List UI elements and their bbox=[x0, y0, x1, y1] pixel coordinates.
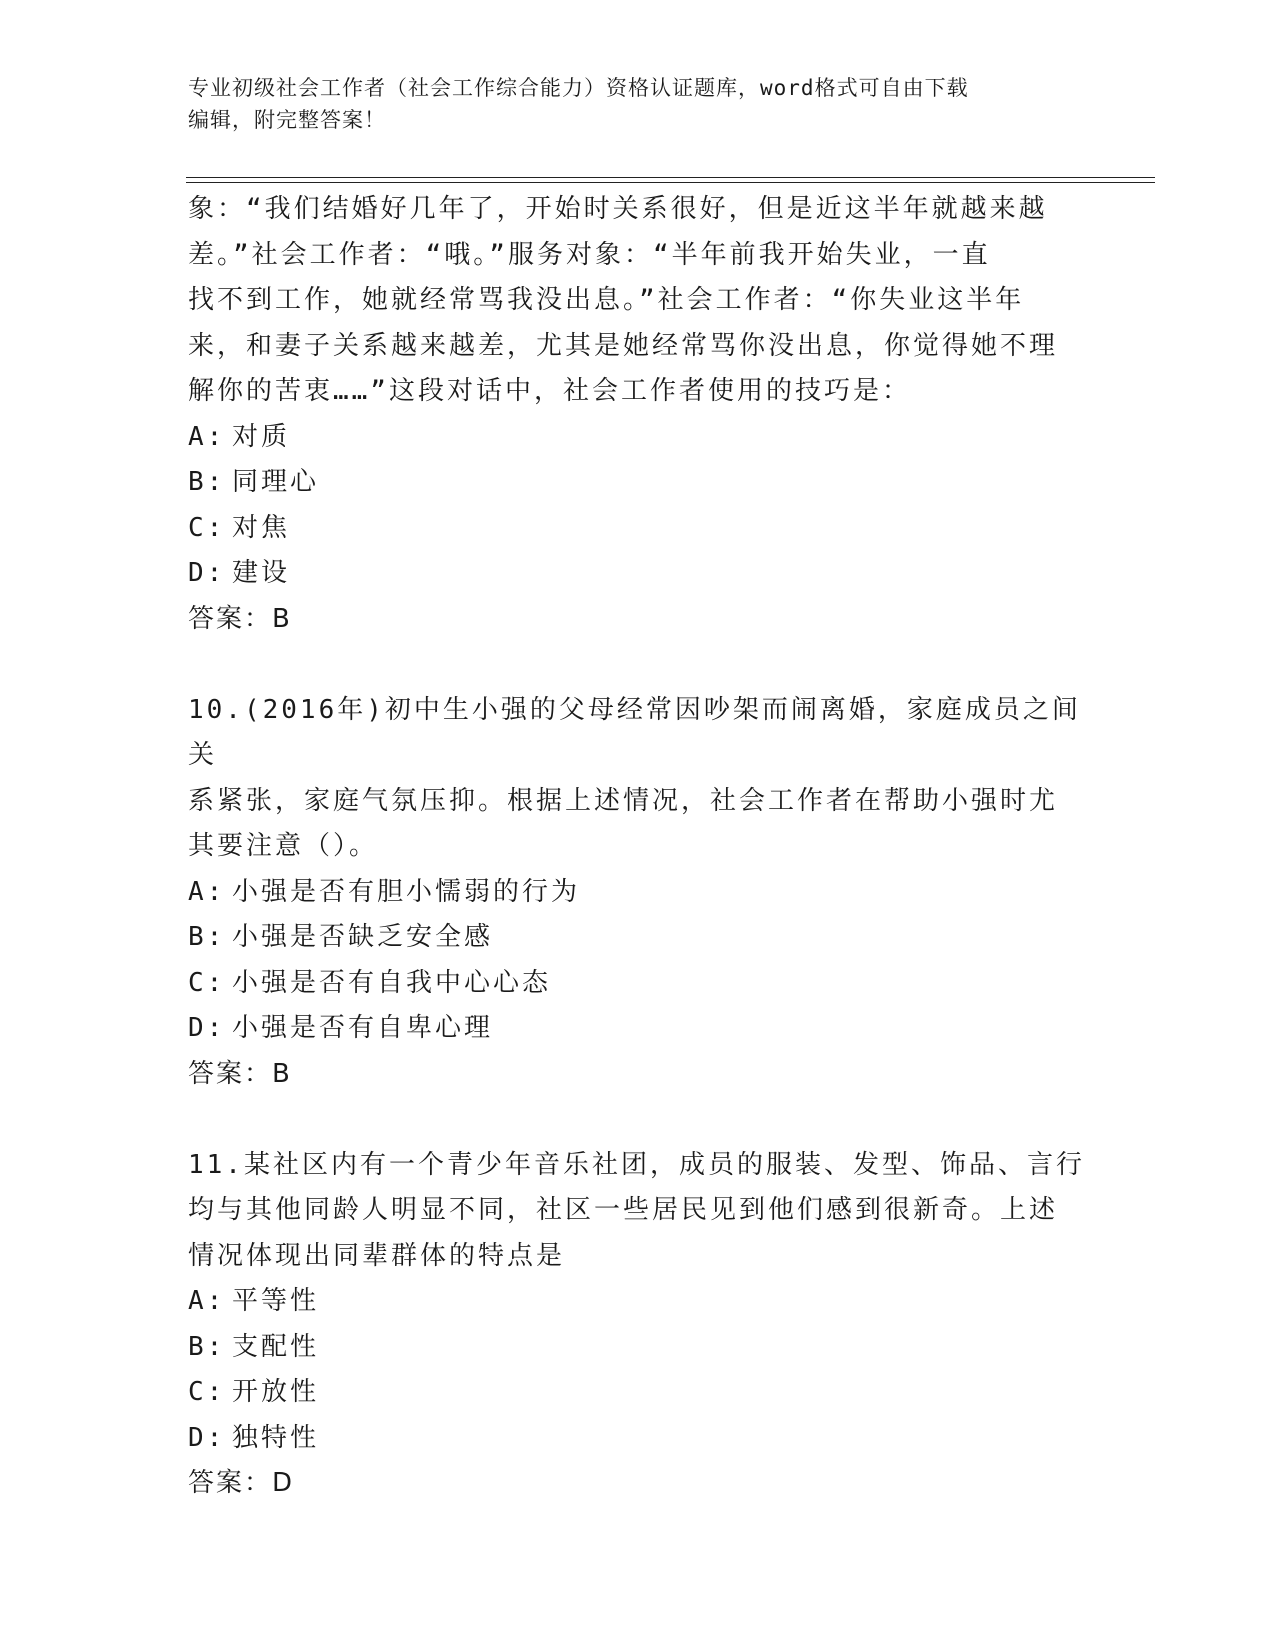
question-text-line: 其要注意（）。 bbox=[188, 831, 379, 861]
question-text-line: 来，和妻子关系越来越差，尤其是她经常骂你没出息，你觉得她不理 bbox=[188, 330, 1059, 361]
option-a bbox=[188, 415, 1088, 461]
option-c bbox=[188, 961, 1088, 1007]
option-text: 平等性 bbox=[232, 1286, 320, 1316]
question-text-line: 11.某社区内有一个青少年音乐社团，成员的服装、发型、饰品、言行 bbox=[188, 1149, 1085, 1180]
option-letter: B: bbox=[188, 1331, 226, 1362]
question-text-line: 找不到工作，她就经常骂我没出息。”社会工作者：“你失业这半年 bbox=[188, 285, 1025, 315]
option-letter: B: bbox=[188, 922, 226, 952]
option-letter: D: bbox=[188, 1013, 226, 1043]
option-text: 同理心 bbox=[232, 467, 320, 497]
option-text: 对焦 bbox=[232, 512, 291, 543]
question-text-line: 差。”社会工作者：“哦。”服务对象：“半年前我开始失业，一直 bbox=[188, 239, 991, 270]
option-letter: A: bbox=[188, 1286, 226, 1316]
document-body bbox=[188, 187, 1088, 1507]
option-text: 开放性 bbox=[232, 1377, 320, 1407]
option-text: 对质 bbox=[232, 421, 291, 452]
option-d bbox=[188, 1006, 1088, 1052]
option-text: 支配性 bbox=[232, 1331, 320, 1362]
option-letter: D: bbox=[188, 558, 226, 588]
question-text-line: 象：“我们结婚好几年了，开始时关系很好，但是近这半年就越来越 bbox=[188, 194, 1048, 224]
option-text: 建设 bbox=[232, 558, 291, 588]
option-text: 小强是否有自我中心心态 bbox=[232, 967, 552, 998]
option-b bbox=[188, 915, 1088, 961]
option-text: 小强是否有胆小懦弱的行为 bbox=[232, 876, 581, 907]
header-line-1: 专业初级社会工作者（社会工作综合能力）资格认证题库，word格式可自由下载 bbox=[188, 76, 969, 100]
option-letter: A: bbox=[188, 876, 226, 907]
option-letter: D: bbox=[188, 1422, 226, 1453]
question-9-continuation bbox=[188, 187, 1088, 642]
question-11 bbox=[188, 1143, 1088, 1507]
question-text-line: 10.(2016年)初中生小强的父母经常因吵架而闹离婚，家庭成员之间关 bbox=[188, 694, 1081, 770]
option-d bbox=[188, 1416, 1088, 1462]
question-text-line: 情况体现出同辈群体的特点是 bbox=[188, 1240, 566, 1271]
option-letter: C: bbox=[188, 512, 226, 543]
option-b bbox=[188, 1325, 1088, 1371]
question-text-line: 系紧张，家庭气氛压抑。根据上述情况，社会工作者在帮助小强时尤 bbox=[188, 785, 1059, 816]
option-a bbox=[188, 870, 1088, 916]
answer-line: 答案：B bbox=[188, 1058, 292, 1089]
option-c bbox=[188, 506, 1088, 552]
option-letter: C: bbox=[188, 967, 226, 998]
option-letter: A: bbox=[188, 421, 226, 452]
option-text: 小强是否有自卑心理 bbox=[232, 1013, 494, 1043]
answer-line: 答案：B bbox=[188, 603, 292, 634]
answer-line: 答案：D bbox=[188, 1468, 295, 1498]
header-divider bbox=[186, 177, 1155, 183]
option-a bbox=[188, 1279, 1088, 1325]
question-text-line: 解你的苦衷……”这段对话中，社会工作者使用的技巧是： bbox=[188, 376, 911, 406]
page-header bbox=[188, 72, 1088, 136]
option-c bbox=[188, 1370, 1088, 1416]
option-text: 独特性 bbox=[232, 1422, 320, 1453]
question-text-line: 均与其他同龄人明显不同，社区一些居民见到他们感到很新奇。上述 bbox=[188, 1195, 1059, 1225]
option-letter: B: bbox=[188, 467, 226, 497]
option-b bbox=[188, 460, 1088, 506]
question-10 bbox=[188, 688, 1088, 1098]
option-letter: C: bbox=[188, 1377, 226, 1407]
option-text: 小强是否缺乏安全感 bbox=[232, 922, 494, 952]
header-line-2: 编辑，附完整答案！ bbox=[188, 108, 386, 132]
option-d bbox=[188, 551, 1088, 597]
